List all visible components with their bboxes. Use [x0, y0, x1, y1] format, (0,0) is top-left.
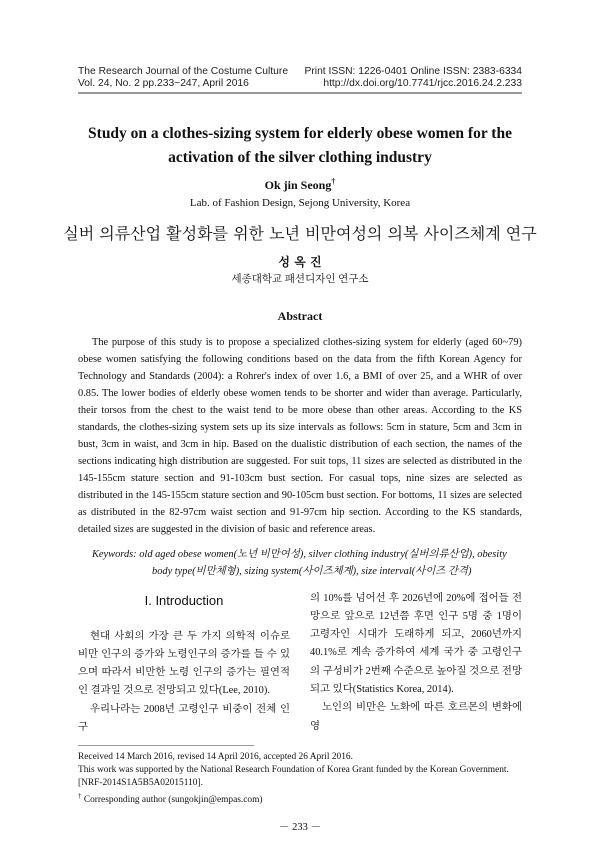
journal-volume: Vol. 24, No. 2 pp.233~247, April 2016: [78, 78, 249, 89]
journal-name: The Research Journal of the Costume Culture: [78, 66, 289, 77]
author-ko: 성 옥 진: [278, 254, 322, 269]
affiliation-ko: 세종대학교 패션디자인 연구소: [231, 273, 369, 285]
intro-paragraph: 현대 사회의 가장 큰 두 가지 의학적 이슈로 비만 인구의 증가와 노령인구의 증가를 들 수 있으며 따라서 비만한 노령 인구의 증가는 필연적인 결과일 것으로 전망되고 있다(Lee, 2010).: [78, 630, 290, 697]
header-rule: [78, 92, 522, 94]
page-number: － 233 －: [279, 822, 321, 834]
journal-info: [78, 66, 288, 90]
issn: Print ISSN: 1226-0401 Online ISSN: 2383-6334: [304, 66, 522, 77]
funding-note: This work was supported by the National Research Foundation of Korea Grant funded by the Korean Government. [NRF-2014S1A5B5A02015110].: [78, 765, 509, 789]
footnotes: [78, 751, 522, 807]
footnote-rule: [78, 745, 254, 746]
introduction-section: [78, 590, 522, 738]
intro-right-column: [310, 590, 522, 738]
author-en: [78, 174, 522, 193]
author-name: Ok jin Seong: [264, 177, 332, 192]
issn-info: [304, 66, 522, 90]
intro-paragraph: 우리나라는 2008년 고령인구 비중이 전체 인구: [78, 703, 290, 733]
paper-title-ko: 실버 의류산업 활성화를 위한 노년 비만여성의 의복 사이즈체계 연구: [63, 223, 537, 243]
abstract-text: The purpose of this study is to propose a specialized clothes-sizing system for elderly (aged 60~79) obese women satisfying the following conditions based on the data from the fifth Korean Agency for Technology and Standards (2004): a Rohrer's index of over 1.6, a BMI of over 25, and a WHR of over 0.85. The lower bodies of elderly obese women tends to be shorter and wider than average. Particularly, their torsos from the chest to the waist tend to be more obese than other areas. According to the KS standards, the clothes-sizing system sets up its size intervals as follows: 5cm in stature, 5cm and 3cm in bust, 3cm in waist, and 3cm in hip. Based on the dualistic distribution of each section, the names of the sections indicating high distribution are suggested. For suit tops, 11 sizes are selected as distributed in the 145-155cm stature section and 91-103cm bust section. For casual tops, nine sizes are selected as distributed in the 145-155cm stature section and 90-105cm bust section. For bottoms, 11 sizes are selected as distributed in the 82-97cm waist section and 91-97cm hip section. According to the KS standards, detailed sizes are suggested in the division of basic and reference areas.: [78, 336, 522, 535]
paper-title-en: Study on a clothes-sizing system for elderly obese women for the activation of the silver clothing industry: [88, 124, 512, 166]
corresponding-mark: †: [331, 176, 336, 186]
corresponding-note: [78, 790, 522, 807]
running-header: [78, 66, 522, 90]
corresponding-mark: †: [78, 792, 82, 801]
introduction-heading: I. Introduction: [144, 592, 224, 608]
intro-paragraph: 노인의 비만은 노화에 따른 호르몬의 변화에 영: [310, 702, 522, 732]
intro-paragraph: 의 10%를 넘어선 후 2026년에 20%에 접어들 전망으로 앞으로 12년쯤 후면 인구 5명 중 1명이 고령자인 시대가 도래하게 되고, 2060년까지 40.1%로 계속 증가하여 세계 국가 중 고령인구의 구성비가 2번째 수준으로 높아질 것으로 전망되고 있다(Statistics Korea, 2014).: [310, 592, 522, 695]
doi-link[interactable]: http://dx.doi.org/10.7741/rjcc.2016.24.2.233: [323, 78, 522, 89]
affiliation-en: Lab. of Fashion Design, Sejong University, Korea: [189, 196, 411, 209]
keywords: Keywords: old aged obese women(노년 비만여성), silver clothing industry(실버의류산업), obesity body type(비만체형), sizing system(사이즈체계), size interval(사이즈 간격): [92, 548, 507, 577]
corresponding-author: Corresponding author (sungokjin@empas.com): [83, 795, 263, 806]
received-dates: Received 14 March 2016, revised 14 April 2016, accepted 26 April 2016.: [78, 752, 353, 763]
intro-left-column: [78, 590, 290, 738]
abstract-heading: Abstract: [277, 308, 323, 323]
